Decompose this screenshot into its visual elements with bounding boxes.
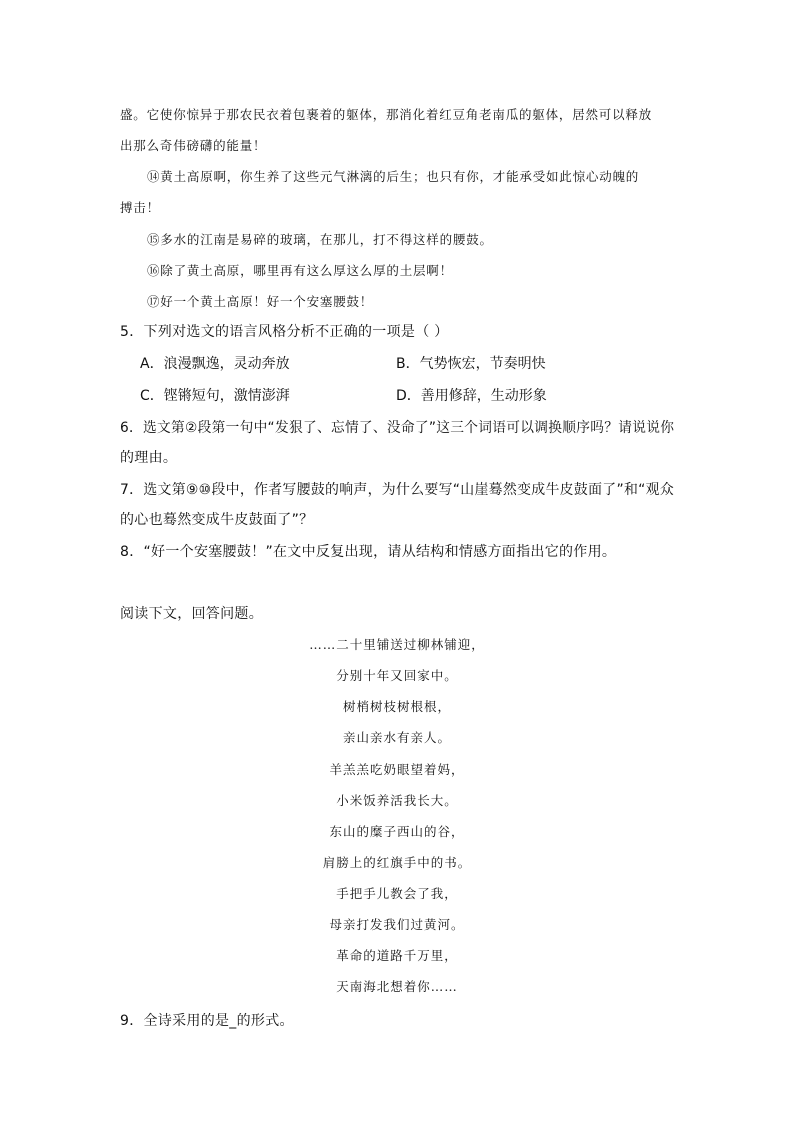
poem-line-text: ……二十里铺送过柳林铺迎，	[309, 637, 485, 652]
poem-line	[0, 915, 794, 933]
passage-p16: ⑯除了黄土高原，哪里再有这么厚这么厚的土层啊！	[147, 263, 453, 278]
question-6-line1: 6．选文第②段第一句中“发狠了、忘情了、没命了”这三个词语可以调换顺序吗？请说说你	[120, 420, 675, 436]
poem-line-text: 革命的道路千万里，	[336, 948, 458, 963]
question-5-option-a: A．浪漫飘逸，灵动奔放	[140, 356, 290, 372]
poem-line-text: 东山的糜子西山的谷，	[329, 824, 465, 839]
question-5-option-d: D．善用修辞，生动形象	[396, 388, 547, 404]
poem-line-text: 天南海北想着你……	[336, 979, 458, 994]
passage-p14-line2: 搏击！	[120, 200, 160, 215]
poem-line-text: 小米饭养活我长大。	[336, 793, 458, 808]
question-6-line2: 的理由。	[120, 450, 178, 466]
poem-line	[0, 728, 794, 746]
question-5-stem: 5．下列对选文的语言风格分析不正确的一项是（ ）	[120, 324, 449, 340]
question-5-option-c: C．铿锵短句，激情澎湃	[140, 388, 290, 404]
poem-line	[0, 666, 794, 684]
poem-line-text: 手把手儿教会了我，	[336, 886, 458, 901]
poem-line-text: 肩膀上的红旗手中的书。	[322, 855, 472, 870]
poem-line	[0, 884, 794, 902]
passage-p17: ⑰好一个黄土高原！好一个安塞腰鼓！	[147, 294, 374, 309]
poem-line-text: 羊羔羔吃奶眼望着妈，	[329, 762, 465, 777]
passage-p13-continued-line1: 盛。它使你惊异于那农民衣着包裹着的躯体，那消化着红豆角老南瓜的躯体，居然可以释放	[120, 107, 653, 122]
poem-line	[0, 635, 794, 653]
poem-line-text: 分别十年又回家中。	[336, 668, 458, 683]
poem-line	[0, 791, 794, 809]
passage-p13-continued-line2: 出那么奇伟磅礴的能量！	[120, 138, 267, 153]
poem-line	[0, 977, 794, 995]
passage-p15: ⑮多水的江南是易碎的玻璃，在那儿，打不得这样的腰鼓。	[147, 232, 493, 247]
poem-line-text: 母亲打发我们过黄河。	[329, 917, 465, 932]
poem-line	[0, 853, 794, 871]
poem-line	[0, 697, 794, 715]
question-8: 8．“好一个安塞腰鼓！”在文中反复出现，请从结构和情感方面指出它的作用。	[120, 544, 617, 560]
passage-p14-line1: ⑭黄土高原啊，你生养了这些元气淋漓的后生；也只有你，才能承受如此惊心动魄的	[147, 169, 640, 184]
poem-line-text: 树梢树枝树根根，	[342, 699, 451, 714]
poem-line	[0, 822, 794, 840]
poem-line-text: 亲山亲水有亲人。	[342, 730, 451, 745]
section-reading-intro: 阅读下文，回答问题。	[120, 606, 263, 622]
question-7-line2: 的心也蓦然变成牛皮鼓面了”？	[120, 512, 314, 528]
question-9: 9．全诗采用的是_的形式。	[120, 1013, 294, 1029]
poem-line	[0, 946, 794, 964]
poem-line	[0, 760, 794, 778]
question-5-option-b: B．气势恢宏，节奏明快	[396, 356, 546, 372]
question-7-line1: 7．选文第⑨⑩段中，作者写腰鼓的响声，为什么要写“山崖蓦然变成牛皮鼓面了”和“观众	[120, 482, 675, 498]
